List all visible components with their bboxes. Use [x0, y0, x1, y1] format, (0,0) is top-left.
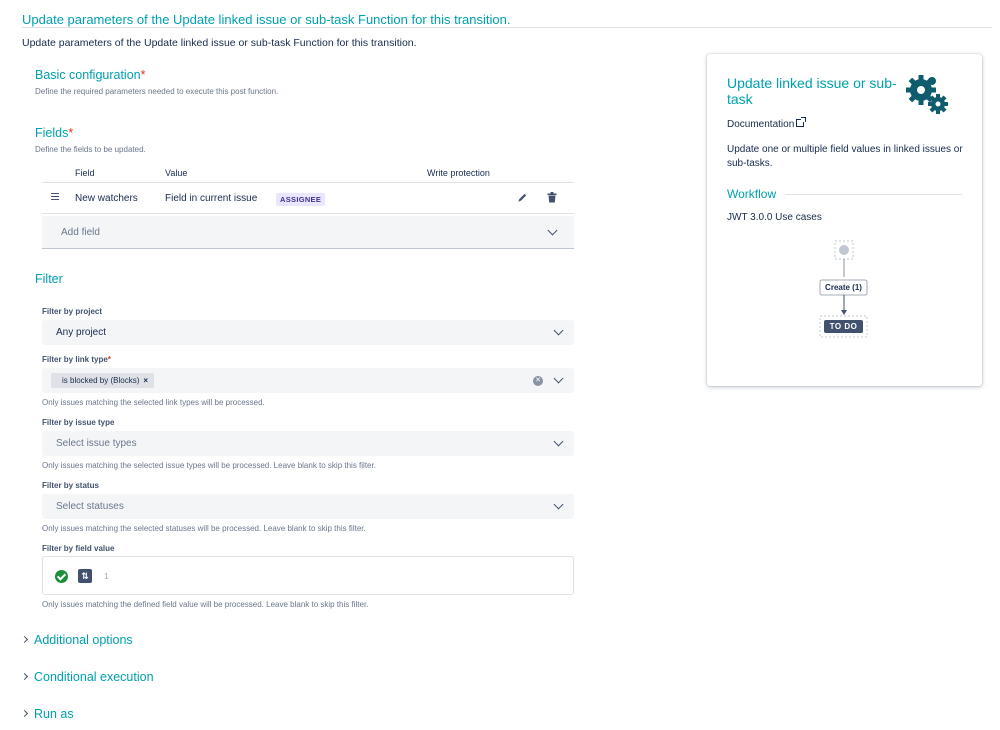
additional-options-label: Additional options: [34, 633, 133, 647]
filter-issue-type-label: Filter by issue type: [42, 418, 115, 427]
run-as-toggle[interactable]: [22, 707, 74, 721]
arrow-head: [841, 310, 847, 315]
fields-title: [35, 126, 73, 140]
status-label[interactable]: TO DO: [829, 322, 858, 331]
additional-options-toggle[interactable]: [22, 633, 133, 647]
documentation-link-text: Documentation: [727, 119, 795, 130]
tag-remove-icon[interactable]: ×: [143, 376, 149, 385]
trash-icon[interactable]: [546, 192, 558, 204]
conditional-execution-label: Conditional execution: [34, 670, 154, 684]
link-type-tag: [51, 373, 154, 388]
row-field-name: New watchers: [75, 193, 138, 204]
chevron-down-icon: [554, 437, 564, 447]
valid-check-icon: [55, 570, 68, 583]
issue-type-help: Only issues matching the selected issue types will be processed. Leave blank to skip this filter.: [42, 461, 376, 470]
panel-title: Update linked issue or sub-task: [727, 75, 897, 107]
project-select[interactable]: [42, 320, 574, 345]
row-value-source: Field in current issue: [165, 193, 258, 204]
column-header-field: Field: [75, 168, 95, 178]
workflow-title: Workflow: [727, 187, 777, 201]
workflow-diagram: [707, 54, 982, 386]
chevron-down-icon: [548, 226, 558, 236]
chevron-down-icon: [554, 374, 564, 384]
panel-description: Update one or multiple field values in linked issues or sub-tasks.: [727, 144, 963, 169]
filter-title: Filter: [35, 272, 63, 286]
filter-field-value-label: Filter by field value: [42, 544, 115, 553]
issue-type-select[interactable]: [42, 431, 574, 456]
link-type-help: Only issues matching the selected link types will be processed.: [42, 398, 265, 407]
fields-desc: Define the fields to be updated.: [35, 145, 146, 154]
link-type-tag-label: is blocked by (Blocks): [62, 376, 140, 385]
required-mark: *: [107, 355, 111, 364]
expression-parser-icon[interactable]: ⇅: [78, 569, 92, 583]
drag-handle-icon[interactable]: [51, 193, 59, 200]
required-mark: *: [140, 68, 146, 82]
table-row: [42, 183, 574, 214]
initial-node: [839, 245, 849, 255]
chevron-down-icon: [554, 326, 564, 336]
row-value-lozenge: ASSIGNEE: [276, 193, 325, 206]
basic-config-desc: Define the required parameters needed to execute this post function.: [35, 87, 279, 96]
filter-status-label: Filter by status: [42, 481, 99, 490]
line-number: 1: [104, 571, 109, 581]
status-help: Only issues matching the selected statuses will be processed. Leave blank to skip this filter.: [42, 524, 366, 533]
workflow-name: JWT 3.0.0 Use cases: [727, 212, 822, 223]
fields-title-text: Fields: [35, 126, 69, 140]
field-value-help: Only issues matching the defined field value will be processed. Leave blank to skip this filter.: [42, 600, 369, 609]
header-divider: [22, 27, 992, 28]
chevron-down-icon: [554, 500, 564, 510]
column-header-value: Value: [165, 168, 188, 178]
run-as-label: Run as: [34, 707, 74, 721]
status-placeholder: Select statuses: [56, 501, 124, 512]
transition-label[interactable]: Create (1): [825, 283, 862, 292]
status-select[interactable]: [42, 494, 574, 519]
basic-config-title-text: Basic configuration: [35, 68, 141, 82]
page-subtitle: Update parameters of the Update linked issue or sub-task Function for this transition.: [22, 37, 417, 49]
add-field-placeholder: Add field: [61, 227, 100, 238]
filter-link-type-label-text: Filter by link type: [42, 355, 108, 364]
field-value-expression-editor[interactable]: [42, 556, 574, 595]
filter-project-label: Filter by project: [42, 307, 103, 316]
edit-pencil-icon[interactable]: [516, 192, 528, 204]
column-header-write-protection: Write protection: [427, 168, 490, 178]
chevron-right-icon: [21, 710, 28, 717]
page-title: Update parameters of the Update linked issue or sub-task Function for this transition.: [22, 12, 511, 27]
link-type-select[interactable]: [42, 368, 574, 393]
conditional-execution-toggle[interactable]: [22, 670, 154, 684]
filter-link-type-label: [42, 355, 111, 364]
add-field-select[interactable]: [42, 216, 574, 249]
clear-icon[interactable]: ✕: [533, 376, 543, 386]
info-panel: [707, 54, 982, 386]
basic-config-title: [35, 68, 146, 82]
chevron-right-icon: [21, 673, 28, 680]
project-select-value: Any project: [56, 327, 107, 338]
issue-type-placeholder: Select issue types: [56, 438, 137, 449]
required-mark: *: [68, 126, 74, 140]
chevron-right-icon: [21, 636, 28, 643]
